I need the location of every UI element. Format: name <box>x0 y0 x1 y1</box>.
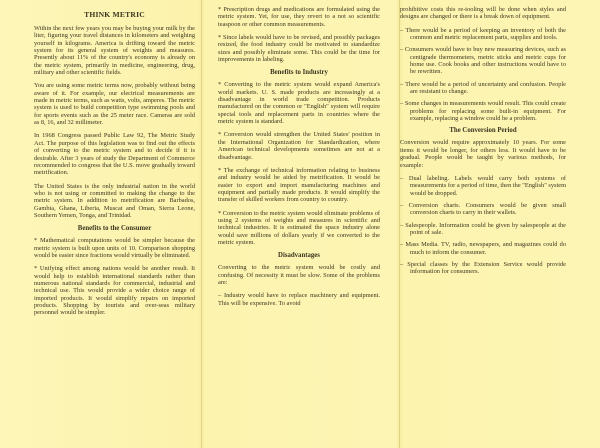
two-systems-paragraph: * Conversion to the metric system would eliminate problems of using 2 systems of weights and measures in scientific and technical industries. It is estimated the space industry alone would save millions of dollars yearly if we converted to the metric system. <box>218 209 380 246</box>
metric-study-act-paragraph: In 1968 Congress passed Public Law 92, The Metric Study Act. The purpose of this legislation was to find out the effects of converting to the metric system and to decide if it is desirable. After 3 years of study the Department of Commerce recommended to congress that the U.S. move gradually toward metrification. <box>34 132 195 177</box>
industrial-nation-paragraph: The United States is the only industrial nation in the world who is not using or committed to making the change to the metric system. In addition to metrification are Barbados, Gambia, Ghana, Liberia, Muscat and Oman, Sierra Leone, Southern Yemen, Tonga, and Trinidad. <box>34 182 195 219</box>
document-title: THINK METRIC <box>84 10 145 19</box>
conversion-period-heading: The Conversion Period <box>449 127 517 135</box>
intro-paragraph: Within the next few years you may be buying your milk by the liter, figuring your travel distances in kilometers and weighing yourself in kilograms. America is drifting toward the metric system for its general system of weights and measures. Presently about 11% of the country's economy is already on the metric system, primarily in medicine, engineering, drug, military and other scientific fields. <box>34 25 195 77</box>
metric-terms-paragraph: You are using some metric terms now, probably without being aware of it. For example, our electrical measurements are made in metric terms, such as watts, volts, amperes. The metric system is used to build competition type swimming pools and for sports events such as the 25 meter race. Cameras are sold as 8, 16, and 32 millimeter. <box>34 82 195 127</box>
dual-labeling-item: – Dual labeling. Labels would carry both systems of measurements for a period of time, then the "English" system would be dropped. <box>400 174 566 197</box>
costly-paragraph: Converting to the metric system would be costly and confusing. Of necessity it must be slow. Some of the problems are: <box>218 264 380 286</box>
prescription-drugs-paragraph: * Prescription drugs and medications are formulated using the metric system. Yet, for use, they revert to a not so scientific teaspoon or other common measurements. <box>218 6 380 28</box>
benefits-industry-heading: Benefits to Industry <box>270 69 328 77</box>
conversion-period-paragraph: Conversion would require approximately 10 years. For some items it would be longer, for others less. It would have to be gradual. People would be taught by various methods, for example: <box>400 139 566 169</box>
labels-paragraph: * Since labels would have to be revised, and possibly packages resized, the food industry could be motivated to standardize sizes and possibly eliminate some. This could be the time for improvements in labeling. <box>218 34 380 64</box>
replace-machinery-paragraph: – Industry would have to replace machinery and equipment. This will be expensive. To avoid <box>218 292 380 307</box>
benefits-consumer-heading: Benefits to the Consumer <box>77 225 152 233</box>
math-computations-paragraph: * Mathematical computations would be simpler because the metric system is built upon units of 10. Comparison shopping would be easier since fractions would virtually be eliminated. <box>34 237 195 259</box>
column-1 <box>34 6 195 444</box>
salespeople-item: – Salespeople. Information could be given by salespeople at the point of sale. <box>400 221 566 236</box>
technical-exchange-paragraph: * The exchange of technical information relating to business and industry would be aided by metrification. It would be easier to export and import manufacturing machines and equipment and partially made products. It would simplify the transfer of skilled workers from country to country. <box>218 166 380 204</box>
measuring-devices-item: – Consumers would have to buy new measuring devices, such as centigrade thermometers, metric sticks and metric cups for home use. Cook books and other instructions would have to be rewritten. <box>400 46 566 76</box>
mass-media-item: – Mass Media. TV, radio, newspapers, and magazines could do much to inform the consumer. <box>400 241 566 256</box>
iso-position-paragraph: * Conversion would strengthen the United States' position in the International Organization for Standardization, where American technical developments sometimes are not at a disadvantage. <box>218 131 380 161</box>
measurement-changes-item: – Some changes in measurements would result. This could create problems for replacing some built-in equipment. For example, replacing a window could be a problem. <box>400 100 566 123</box>
special-classes-item: – Special classes by the Extension Service would provide information for consumers. <box>400 260 566 276</box>
unifying-effect-paragraph: * Unifying effect among nations would be another result. It would help to establish international standards rather than numerous national standards for commercial, industrial and technical use. This would provide a wider choice range of imported products. It would simplify repairs on imported products. Shopping by tourists and over-seas military personnel would be simpler. <box>34 265 195 317</box>
uncertainty-item: – There would be a period of uncertainty and confusion. People are resistant to change. <box>400 80 566 96</box>
column-3 <box>400 6 566 444</box>
inventory-item: – There would be a period of keeping an inventory of both the common and metric replacement parts, supplies and tools. <box>400 26 566 42</box>
retooling-paragraph: prohibitive costs this re-tooling will be done when styles and designs are changed or there is a break down of equipment. <box>400 6 566 21</box>
world-markets-paragraph: * Converting to the metric system would expand America's world markets. U. S. made products are increasingly at a disadvantage in world trade competition. Products manufactured on the common or "English" system will require special tools and replacement parts in countries where the metric system is standard. <box>218 81 380 126</box>
conversion-charts-item: – Conversion charts. Consumers would be given small conversion charts to carry in their wallets. <box>400 201 566 217</box>
fold-line-left <box>201 0 202 448</box>
column-2 <box>218 6 380 444</box>
disadvantages-heading: Disadvantages <box>278 252 320 260</box>
